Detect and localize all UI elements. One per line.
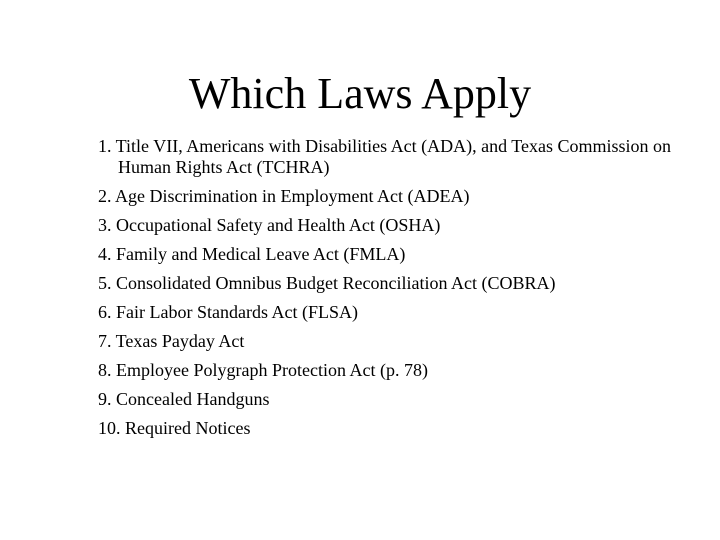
law-list [98, 136, 678, 447]
list-item: 1. Title VII, Americans with Disabilities Act (ADA), and Texas Commission on Human Rights Act (TCHRA) [98, 136, 672, 177]
list-item: 4. Family and Medical Leave Act (FMLA) [98, 244, 406, 264]
list-item: 10. Required Notices [98, 418, 251, 438]
list-item: 5. Consolidated Omnibus Budget Reconciliation Act (COBRA) [98, 273, 556, 293]
list-item: 3. Occupational Safety and Health Act (OSHA) [98, 215, 441, 235]
list-item: 2. Age Discrimination in Employment Act (ADEA) [98, 186, 470, 206]
list-item: 6. Fair Labor Standards Act (FLSA) [98, 302, 358, 322]
slide-title: Which Laws Apply [188, 69, 532, 118]
list-item: 7. Texas Payday Act [98, 331, 245, 351]
list-item: 8. Employee Polygraph Protection Act (p. 78) [98, 360, 428, 380]
list-item: 9. Concealed Handguns [98, 389, 270, 409]
